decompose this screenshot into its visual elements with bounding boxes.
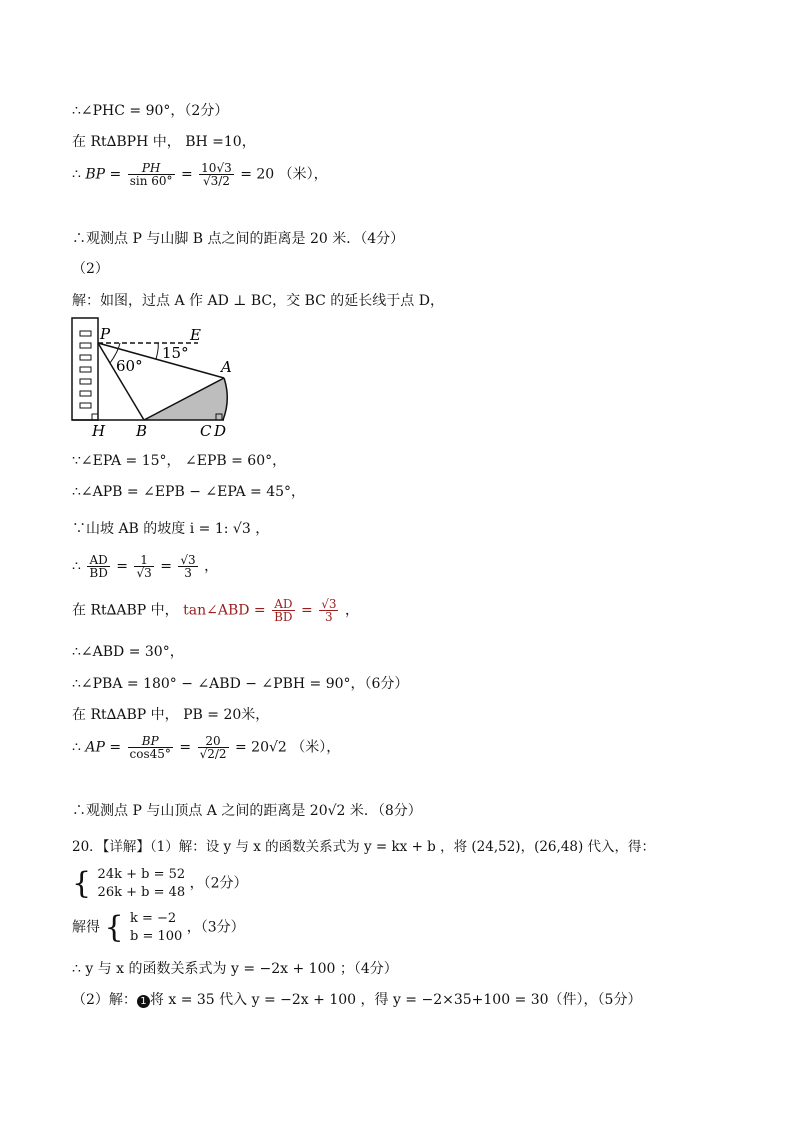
formula-tan-abd: 在 Rt∆ABP 中， tan∠ABD = $\frac{AD}{BD}$ = $\frac{√3}{3}$ ， — [72, 597, 359, 624]
equation-system-2: 解得 { k = −2 b = 100 ，（3分） — [72, 909, 245, 945]
solution-line: ∵∠EPA = 15°， ∠EPB = 60°， — [72, 453, 287, 469]
question-20-line: 20．【详解】（1）解：设 y 与 x 的函数关系式为 y = kx + b ，将 (24,52)，(26,48) 代入，得： — [72, 839, 656, 855]
fraction: $\frac{√3}{3}$ — [180, 553, 196, 580]
fraction: $\frac{√3}{3}$ — [321, 597, 337, 624]
fraction: $\frac{BP}{\cos 45^\circ}$ — [129, 734, 171, 761]
solution-line: ∴观测点 P 与山顶点 A 之间的距离是 20√2 米．（8分） — [72, 803, 422, 819]
left-brace: { — [72, 865, 92, 901]
circled-number-icon: 1 — [137, 995, 150, 1008]
angle-arc-15 — [156, 343, 158, 359]
label-angle-60: 60° — [116, 357, 143, 375]
fraction: $\frac{AD}{BD}$ — [274, 597, 293, 624]
label-h: H — [92, 422, 106, 440]
fraction: $\frac{10√3}{√3/2}$ — [201, 161, 232, 188]
building-windows — [80, 331, 91, 408]
formula-ap: ∴ AP = $\frac{BP}{\cos 45^\circ}$ = $\frac{20}{√2/2}$ = 20√2 （米）， — [72, 734, 341, 761]
label-b: B — [136, 422, 148, 440]
label-c: C — [200, 422, 212, 440]
part-label: （2） — [72, 261, 109, 277]
formula-ad-bd: ∴ $\frac{AD}{BD}$ = $\frac{1}{√3}$ = $\frac{√3}{3}$ ， — [72, 553, 219, 580]
solution-line: 解：如图，过点 A 作 AD ⊥ BC，交 BC 的延长线于点 D， — [72, 293, 444, 309]
solution-line: 在 Rt∆BPH 中， BH =10， — [72, 134, 256, 150]
solution-line: ∴∠APB = ∠EPB − ∠EPA = 45°， — [72, 484, 306, 500]
fraction: $\frac{20}{√2/2}$ — [199, 734, 227, 761]
solution-line: ∴∠ABD = 30°， — [72, 644, 184, 660]
label-a: A — [221, 358, 232, 376]
label-p: P — [100, 325, 111, 343]
fraction: $\frac{1}{√3}$ — [136, 553, 152, 580]
equation-system-1: { 24k + b = 52 26k + b = 48 ，（2分） — [72, 865, 248, 901]
label-d: D — [214, 422, 227, 440]
solution-line: 在 Rt∆ABP 中， PB = 20米， — [72, 707, 270, 723]
solution-line: ∴观测点 P 与山脚 B 点之间的距离是 20 米．（4分） — [72, 231, 405, 247]
formula-bp: ∴ BP = $\frac{PH}{\sin 60^\circ}$ = $\frac{10√3}{√3/2}$ = 20 （米）， — [72, 161, 328, 188]
solution-line: ∵山坡 AB 的坡度 i = 1: √3 ， — [72, 521, 270, 537]
fraction: $\frac{AD}{BD}$ — [89, 553, 108, 580]
solution-line: （2）解： 1 将 x = 35 代入 y = −2x + 100 ，得 y = −2×35+100 = 30（件），（5分） — [72, 992, 642, 1008]
solution-line: ∴∠PHC = 90°，（2分） — [72, 103, 229, 119]
fraction: $\frac{PH}{\sin 60^\circ}$ — [129, 161, 173, 188]
solution-line: ∴∠PBA = 180° − ∠ABD − ∠PBH = 90°，（6分） — [72, 676, 409, 692]
label-angle-15: 15° — [162, 344, 189, 362]
solution-line: ∴ y 与 x 的函数关系式为 y = −2x + 100 ；（4分） — [72, 961, 398, 977]
geometry-figure — [66, 314, 246, 440]
label-e: E — [190, 326, 201, 344]
left-brace: { — [104, 909, 124, 945]
